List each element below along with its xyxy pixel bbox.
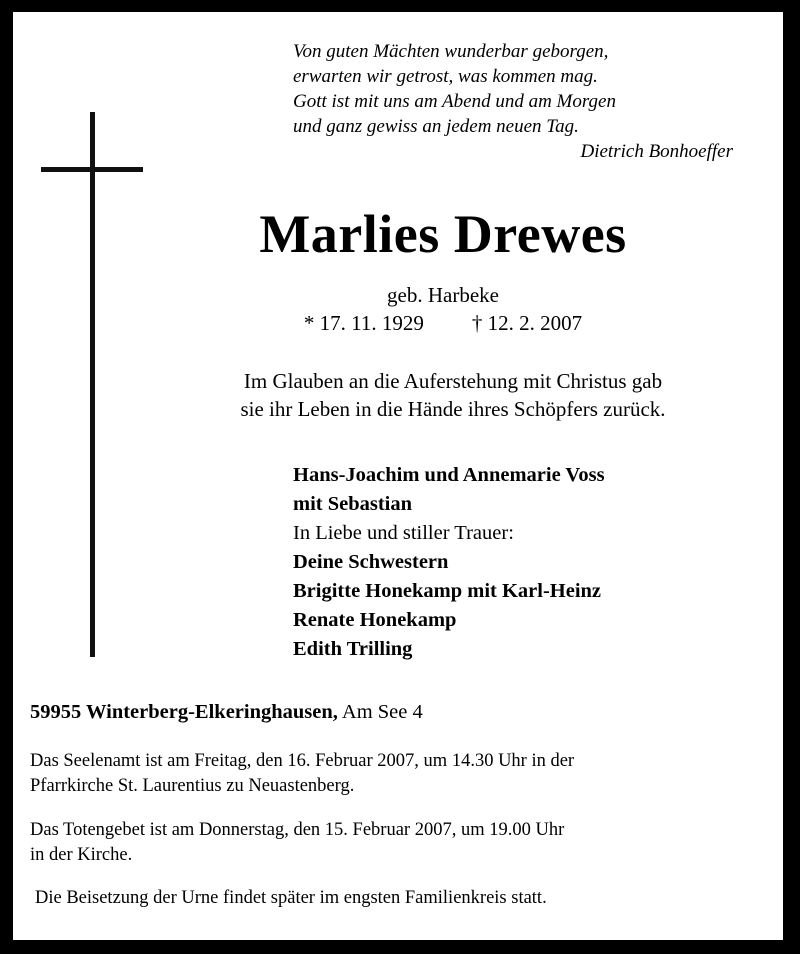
family-address [30, 698, 770, 726]
prayer-info [30, 818, 780, 868]
birth-date: * 17. 11. 1929 [303, 311, 424, 335]
mourner-line: Edith Trilling [293, 638, 413, 660]
poem-author: Dietrich Bonhoeffer [580, 141, 733, 162]
poem-line: Von guten Mächten wunderbar geborgen, [293, 41, 609, 62]
bonhoeffer-poem [293, 39, 733, 164]
address-place: 59955 Winterberg-Elkeringhausen, [30, 701, 338, 723]
maiden-name: geb. Harbeke [387, 283, 499, 307]
mourner-line: mit Sebastian [293, 493, 413, 515]
address-street: Am See 4 [341, 701, 423, 723]
death-date: † 12. 2. 2007 [471, 311, 583, 335]
requiem-line: Das Seelenamt ist am Freitag, den 16. Februar 2007, um 14.30 Uhr in der [30, 751, 575, 771]
mourners-list [293, 461, 763, 664]
faith-line: sie ihr Leben in die Hände ihres Schöpfers zurück. [240, 397, 666, 421]
poem-line: erwarten wir getrost, was kommen mag. [293, 66, 598, 87]
cross-icon-horizontal [41, 167, 143, 172]
deceased-name: Marlies Drewes [259, 204, 627, 264]
requiem-info [30, 749, 780, 799]
prayer-line: Das Totengebet ist am Donnerstag, den 15. Februar 2007, um 19.00 Uhr [30, 820, 565, 840]
mourner-line: Renate Honekamp [293, 609, 457, 631]
poem-line: und ganz gewiss an jedem neuen Tag. [293, 116, 579, 137]
cross-icon-vertical [90, 112, 95, 657]
prayer-line: in der Kirche. [30, 845, 133, 865]
life-dates [143, 310, 743, 336]
mourner-line: Deine Schwestern [293, 551, 449, 573]
requiem-line: Pfarrkirche St. Laurentius zu Neuastenberg. [30, 776, 355, 796]
mourner-line: Hans-Joachim und Annemarie Voss [293, 464, 605, 486]
mourning-phrase: In Liebe und stiller Trauer: [293, 522, 514, 544]
obituary-notice [13, 12, 783, 940]
faith-line: Im Glauben an die Auferstehung mit Christus gab [243, 369, 663, 393]
mourner-line: Brigitte Honekamp mit Karl-Heinz [293, 580, 602, 602]
poem-line: Gott ist mit uns am Abend und am Morgen [293, 91, 616, 112]
burial-info: Die Beisetzung der Urne findet später im engsten Familienkreis statt. [35, 888, 547, 908]
faith-statement [153, 367, 753, 423]
